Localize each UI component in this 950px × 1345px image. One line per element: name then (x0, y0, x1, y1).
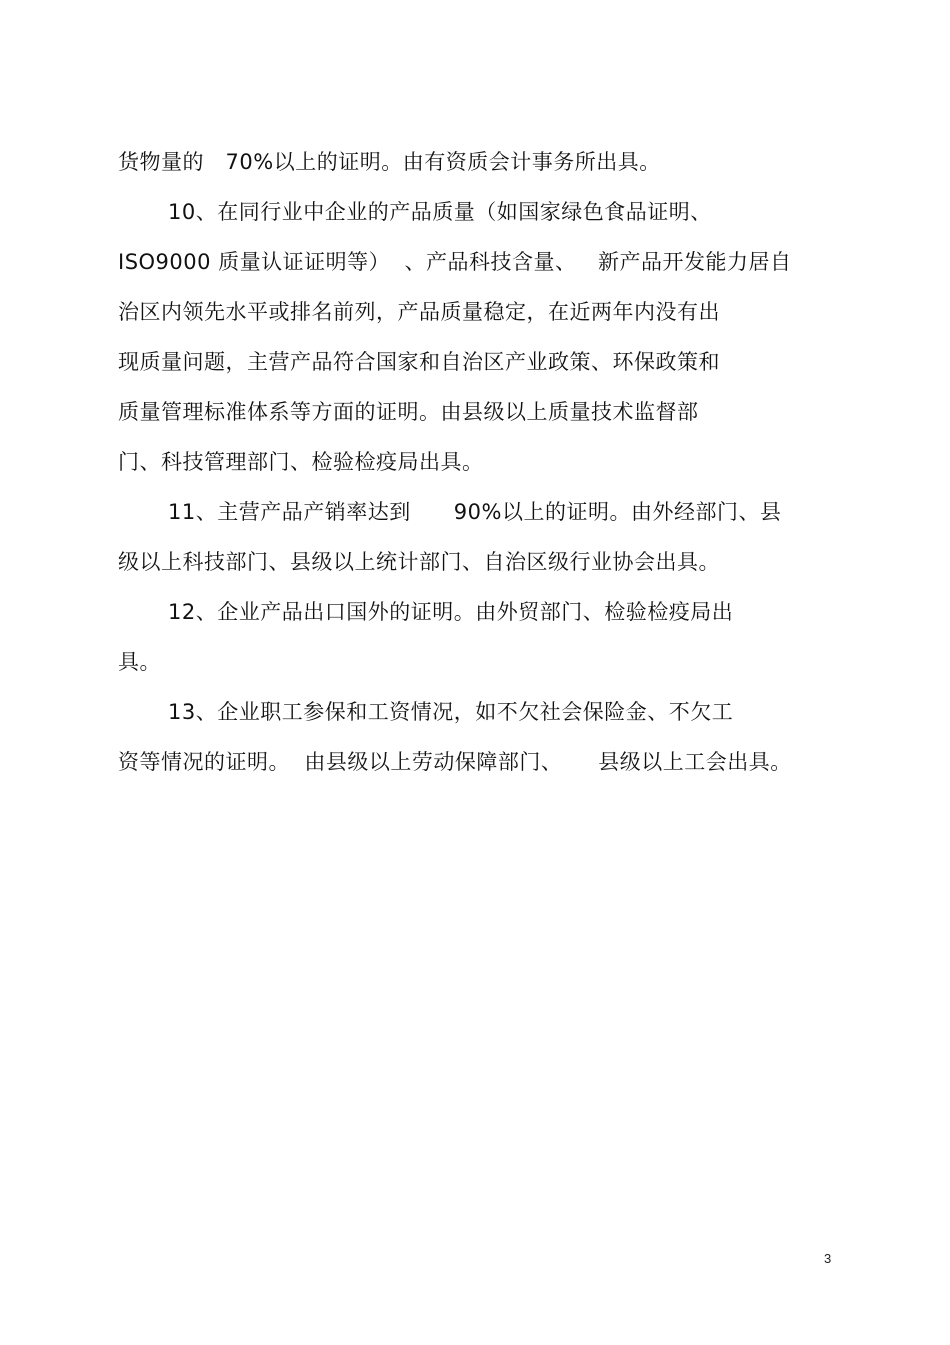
text-line: 治区内领先水平或排名前列，产品质量稳定，在近两年内没有出 (118, 300, 720, 324)
text-line: 11、主营产品产销率达到 90%以上的证明。由外经部门、县 (168, 500, 782, 524)
text-line: 13、企业职工参保和工资情况，如不欠社会保险金、不欠工 (168, 700, 734, 724)
text-line: 门、科技管理部门、检验检疫局出具。 (118, 450, 484, 474)
text-line: 资等情况的证明。 由县级以上劳动保障部门、 县级以上工会出具。 (118, 750, 792, 774)
text-line: 货物量的 70%以上的证明。由有资质会计事务所出具。 (118, 150, 661, 174)
text-line: 10、在同行业中企业的产品质量（如国家绿色食品证明、 (168, 200, 712, 224)
text-line: 具。 (118, 650, 161, 674)
text-line: 质量管理标准体系等方面的证明。由县级以上质量技术监督部 (118, 400, 699, 424)
text-line: 级以上科技部门、县级以上统计部门、自治区级行业协会出具。 (118, 550, 720, 574)
page-number: 3 (824, 1251, 832, 1266)
text-line: ISO9000 质量认证证明等） 、产品科技含量、 新产品开发能力居自 (118, 250, 792, 274)
text-line: 现质量问题，主营产品符合国家和自治区产业政策、环保政策和 (118, 350, 720, 374)
text-line: 12、企业产品出口国外的证明。由外贸部门、检验检疫局出 (168, 600, 734, 624)
